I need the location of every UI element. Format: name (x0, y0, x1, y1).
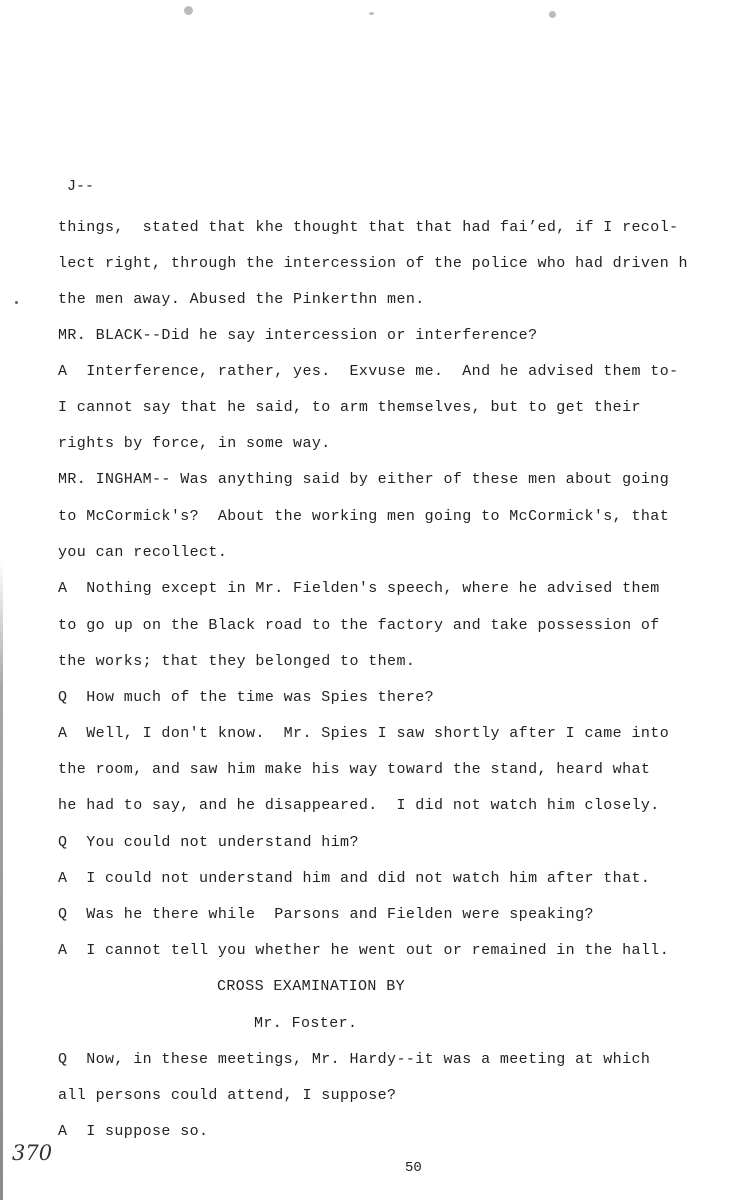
text-line: all persons could attend, I suppose? (58, 1087, 397, 1104)
text-line: Q How much of the time was Spies there? (58, 689, 435, 706)
text-line: A Well, I don't know. Mr. Spies I saw shortly after I came into (58, 725, 670, 742)
text-line: the men away. Abused the Pinkerthn men. (58, 291, 425, 308)
text-line: rights by force, in some way. (58, 435, 331, 452)
text-line: Q Was he there while Parsons and Fielden were speaking? (58, 906, 594, 923)
text-line: MR. INGHAM-- Was anything said by either of these men about going (58, 471, 670, 488)
text-line: Q Now, in these meetings, Mr. Hardy--it was a meeting at which (58, 1051, 651, 1068)
text-line: lect right, through the intercession of the police who had driven h (58, 255, 688, 272)
speck (369, 12, 374, 15)
page-header: J-- (67, 178, 95, 195)
page-number: 50 (405, 1160, 422, 1176)
text-line: A I suppose so. (58, 1123, 209, 1140)
section-subheading: Mr. Foster. (254, 1015, 358, 1032)
text-line: the works; that they belonged to them. (58, 653, 416, 670)
text-line: A I could not understand him and did not watch him after that. (58, 870, 651, 887)
text-line: you can recollect. (58, 544, 228, 561)
text-line: A Interference, rather, yes. Exvuse me. And he advised them to- (58, 363, 679, 380)
text-line: A Nothing except in Mr. Fielden's speech, where he advised them (58, 580, 660, 597)
text-line: A I cannot tell you whether he went out or remained in the hall. (58, 942, 670, 959)
text-line: things, stated that khe thought that that had fai’ed, if I recol- (58, 219, 679, 236)
page-edge-shadow (0, 560, 3, 1200)
text-line: he had to say, and he disappeared. I did not watch him closely. (58, 797, 660, 814)
section-heading: CROSS EXAMINATION BY (217, 978, 406, 995)
text-line: to McCormick's? About the working men going to McCormick's, that (58, 508, 670, 525)
text-line: I cannot say that he said, to arm themselves, but to get their (58, 399, 641, 416)
speck (184, 6, 193, 15)
margin-page-number: 370 (12, 1141, 53, 1165)
text-line: MR. BLACK--Did he say intercession or interference? (58, 327, 538, 344)
text-line: Q You could not understand him? (58, 834, 359, 851)
text-line: to go up on the Black road to the factory and take possession of (58, 617, 660, 634)
speck (15, 301, 18, 304)
text-line: the room, and saw him make his way toward the stand, heard what (58, 761, 651, 778)
speck (549, 11, 556, 18)
